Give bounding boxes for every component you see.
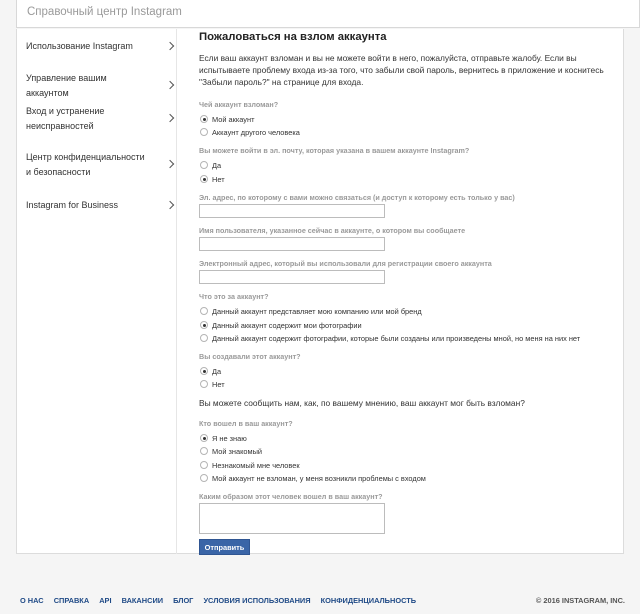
help-center-title[interactable]: Справочный центр Instagram <box>27 6 182 18</box>
radio-icon[interactable] <box>200 334 208 342</box>
sidebar-item-label: Instagram for Business <box>26 200 119 210</box>
chevron-right-icon <box>166 114 174 122</box>
question-label: Кто вошел в ваш аккаунт? <box>199 419 293 428</box>
footer-links <box>20 596 424 605</box>
question-label: Вы можете войти в эл. почту, которая указана в вашем аккаунте Instagram? <box>199 146 470 155</box>
radio-checked-icon[interactable] <box>200 115 208 123</box>
copyright: © 2016 INSTAGRAM, INC. <box>535 596 625 605</box>
sidebar-item-label: Вход и устранение неисправностей <box>26 106 105 131</box>
footer-link-blog[interactable]: БЛОГ <box>173 596 194 605</box>
form-intro: Если ваш аккаунт взломан и вы не можете войти в него, пожалуйста, отправьте жалобу. Если вы испытываете проблему входа из-за того, что забыли свой пароль, вернитесь в приложение и коснитесь "Забыли пароль?" на странице для входа. <box>199 53 604 88</box>
chevron-right-icon <box>166 41 174 49</box>
radio-icon[interactable] <box>200 447 208 455</box>
signup-email-input[interactable] <box>199 270 385 284</box>
page-title: Пожаловаться на взлом аккаунта <box>199 31 387 43</box>
chevron-right-icon <box>166 81 174 89</box>
footer-link-about[interactable]: О НАС <box>20 596 44 605</box>
field-label: Электронный адрес, который вы использовали для регистрации своего аккаунта <box>199 259 492 268</box>
radio-icon[interactable] <box>200 474 208 482</box>
sidebar-item-manage-account[interactable] <box>26 71 171 101</box>
radio-icon[interactable] <box>200 128 208 136</box>
sidebar-item-privacy-safety[interactable] <box>26 150 171 180</box>
footer-link-jobs[interactable]: ВАКАНСИИ <box>121 596 164 605</box>
radio-checked-icon[interactable] <box>200 434 208 442</box>
question-label: Вы создавали этот аккаунт? <box>199 352 301 361</box>
radio-checked-icon[interactable] <box>200 321 208 329</box>
field-label: Эл. адрес, по которому с вами можно связаться (и доступ к которому есть только у вас) <box>199 193 515 202</box>
radio-icon[interactable] <box>200 307 208 315</box>
footer-link-help[interactable]: СПРАВКА <box>53 596 90 605</box>
footer-link-privacy[interactable]: КОНФИДЕНЦИАЛЬНОСТЬ <box>320 596 417 605</box>
report-form: Пожаловаться на взлом аккаунта Если ваш аккаунт взломан и вы не можете войти в него, пожалуйста, отправьте жалобу. Если вы испытываете проблему входа из-за того, что забыли свой пароль, вернитесь в приложение и коснитесь "Забыли пароль?" на странице для входа. Чей аккаунт взломан? Мой аккаунт Аккаунт другого человека Вы можете войти в эл. почту, которая указана в вашем аккаунте Instagram? Да Нет Эл. адрес, по которому с вами можно связаться (и доступ к которому есть только у вас) Имя пользователя, указанное сейчас в аккаунте, о котором вы сообщаете Электронный адрес, который вы использовали для регистрации своего аккаунта Что это за аккаунт? Данный аккаунт представляет мою компанию или мой бренд Данный аккаунт содержит мои фотографии Данный аккаунт содержит фотографии, которые были созданы или произведены мной, но меня на них нет Вы создавали этот аккаунт? Да Нет Вы можете сообщить нам, как, по вашему мнению, ваш аккаунт мог быть взломан? Кто вошел в ваш аккаунт? Я не знаю Мой знакомый Незнакомый мне человек Мой аккаунт не взломан, у меня возникли проблемы с входом Каким образом этот человек вошел в ваш аккаунт? Отправить <box>199 29 619 554</box>
contact-email-input[interactable] <box>199 204 385 218</box>
radio-icon[interactable] <box>200 461 208 469</box>
question-label: Чей аккаунт взломан? <box>199 100 279 109</box>
how-accessed-textarea[interactable] <box>199 503 385 534</box>
radio-icon[interactable] <box>200 161 208 169</box>
footer-link-terms[interactable]: УСЛОВИЯ ИСПОЛЬЗОВАНИЯ <box>203 596 311 605</box>
submit-button[interactable]: Отправить <box>199 539 250 555</box>
chevron-right-icon <box>166 200 174 208</box>
main-panel <box>16 29 624 554</box>
sidebar <box>17 29 177 554</box>
footer <box>20 596 625 606</box>
sidebar-item-label: Использование Instagram <box>26 41 133 51</box>
chevron-right-icon <box>166 160 174 168</box>
radio-icon[interactable] <box>200 380 208 388</box>
sidebar-item-using-instagram[interactable] <box>26 39 171 54</box>
footer-link-api[interactable]: API <box>99 596 112 605</box>
radio-checked-icon[interactable] <box>200 367 208 375</box>
how-hacked-question: Вы можете сообщить нам, как, по вашему мнению, ваш аккаунт мог быть взломан? <box>199 398 525 408</box>
username-input[interactable] <box>199 237 385 251</box>
radio-checked-icon[interactable] <box>200 175 208 183</box>
header-bar <box>16 0 640 28</box>
sidebar-item-business[interactable] <box>26 198 171 213</box>
sidebar-item-label: Управление вашим аккаунтом <box>26 73 107 98</box>
sidebar-item-label: Центр конфиденциальности и безопасности <box>26 152 145 177</box>
sidebar-item-login-troubleshooting[interactable] <box>26 104 171 134</box>
question-label: Каким образом этот человек вошел в ваш аккаунт? <box>199 492 383 501</box>
field-label: Имя пользователя, указанное сейчас в аккаунте, о котором вы сообщаете <box>199 226 466 235</box>
question-label: Что это за аккаунт? <box>199 292 269 301</box>
